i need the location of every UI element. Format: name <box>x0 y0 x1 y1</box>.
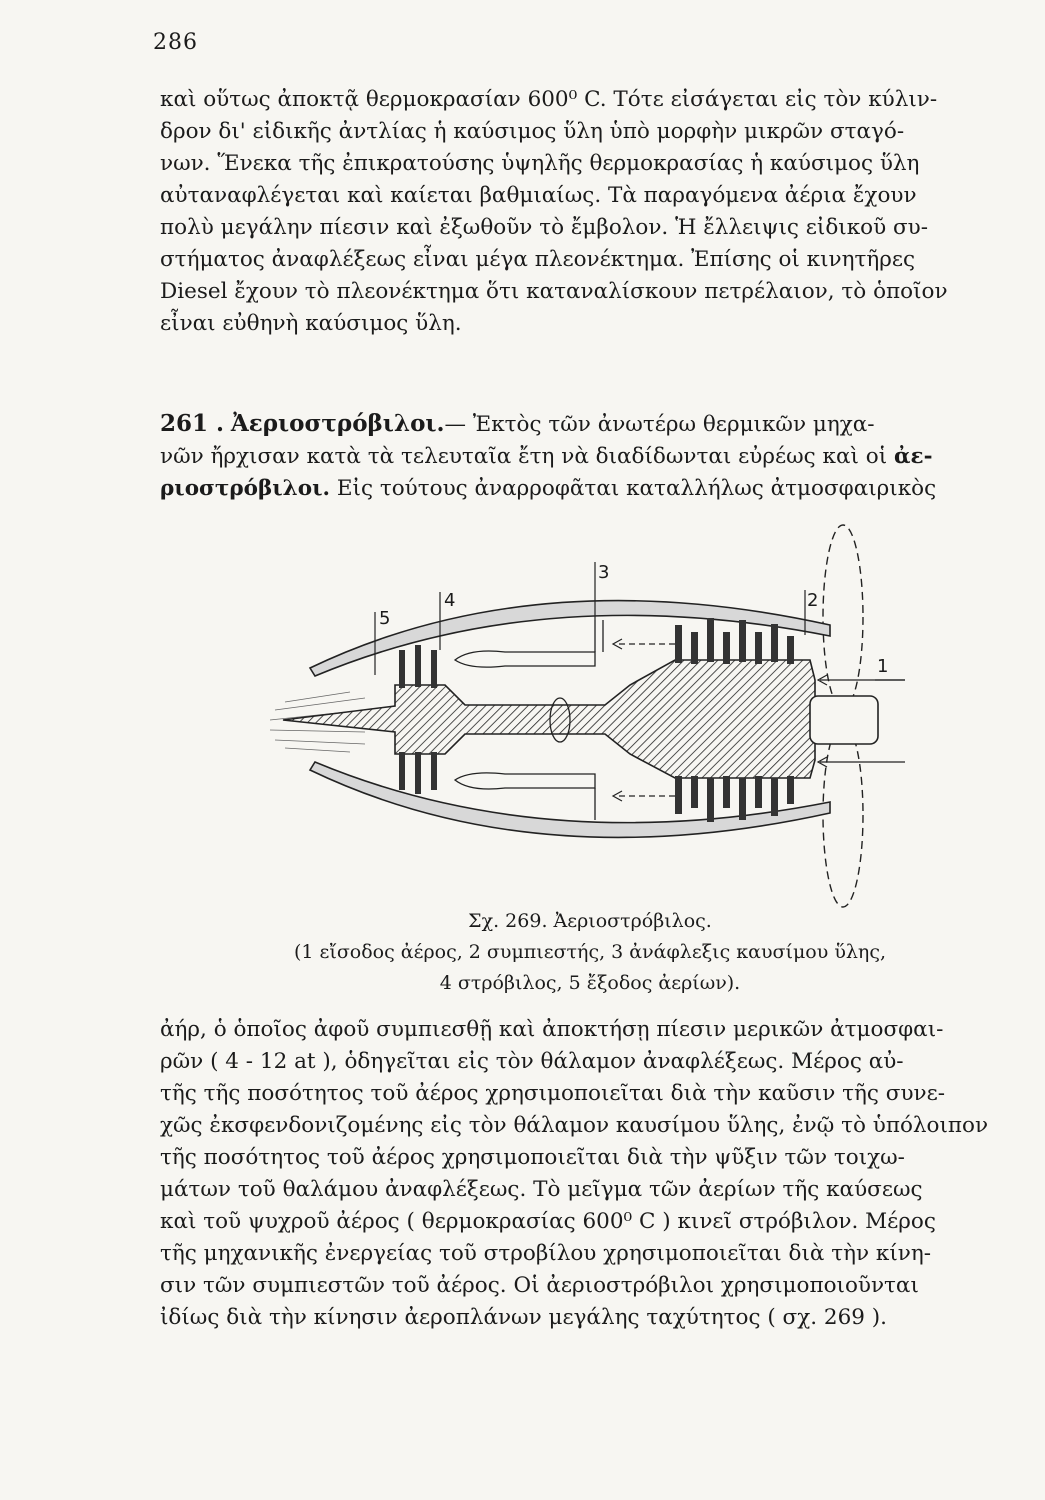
caption-legend-line: (1 εἴσοδος ἀέρος, 2 συμπιεστής, 3 ἀνάφλεξις καυσίμου ὕλης, <box>294 941 886 963</box>
text-line: ἰδίως διὰ τὴν κίνησιν ἀεροπλάνων μεγάλης ταχύτητος ( σχ. 269 ). <box>160 1305 888 1330</box>
caption-legend-line: 4 στρόβιλος, 5 ἔξοδος ἀερίων). <box>439 972 741 994</box>
callout-2: 2 <box>807 590 819 611</box>
text-line: ἀήρ, ὁ ὁποῖος ἀφοῦ συμπιεσθῇ καὶ ἀποκτήσῃ πίεσιν μερικῶν ἀτμοσφαι- <box>160 1017 944 1042</box>
gas-turbine-figure <box>255 520 905 910</box>
callout-3: 3 <box>598 562 610 583</box>
text-line: σιν τῶν συμπιεστῶν τοῦ ἀέρος. Οἱ ἀεριοστρόβιλοι χρησιμοποιοῦνται <box>160 1273 919 1298</box>
text-line: τῆς μηχανικῆς ἐνεργείας τοῦ στροβίλου χρησιμοποιεῖται διὰ τὴν κίνη- <box>160 1241 931 1266</box>
paragraph-gas-turbine <box>160 1014 1020 1334</box>
nose-cone <box>810 696 878 744</box>
text-line: χῶς ἐκσφενδονιζομένης εἰς τὸν θάλαμον καυσίμου ὕλης, ἐνῷ τὸ ὑπόλοιπον <box>160 1113 989 1138</box>
paragraph-diesel <box>160 84 1020 340</box>
rotor-shaft <box>283 660 815 778</box>
text-line: μάτων τοῦ θαλάμου ἀναφλέξεως. Τὸ μεῖγμα τῶν ἀερίων τῆς καύσεως <box>160 1177 923 1202</box>
text-line: πολὺ μεγάλην πίεσιν καὶ ἐξωθοῦν τὸ ἔμβολον. Ἡ ἔλλειψις εἰδικοῦ συ- <box>160 215 928 240</box>
text-line: Diesel ἔχουν τὸ πλεονέκτημα ὅτι καταναλίσκουν πετρέλαιον, τὸ ὁποῖον <box>160 279 948 304</box>
text-line: τῆς τῆς ποσότητος τοῦ ἀέρος χρησιμοποιεῖται διὰ τὴν καῦσιν τῆς συνε- <box>160 1081 945 1106</box>
page-number: 286 <box>153 30 198 55</box>
text-line <box>160 473 1020 505</box>
caption-title: Σχ. 269. Ἀεριοστρόβιλος. <box>468 910 712 932</box>
text-line: εἶναι εὐθηνὴ καύσιμος ὕλη. <box>160 311 462 336</box>
text-line: νων. Ἕνεκα τῆς ἐπικρατούσης ὑψηλῆς θερμοκρασίας ἡ καύσιμος ὕλη <box>160 151 920 176</box>
bold-term: ριοστρόβιλοι. <box>160 476 330 501</box>
text-line: καὶ τοῦ ψυχροῦ ἀέρος ( θερμοκρασίας 600⁰ C ) κινεῖ στρόβιλον. Μέρος <box>160 1209 936 1234</box>
section-261 <box>160 408 1020 505</box>
text-line: αὐταναφλέγεται καὶ καίεται βαθμιαίως. Τὰ παραγόμενα ἀέρια ἔχουν <box>160 183 917 208</box>
text-fragment: Εἰς τούτους ἀναρροφᾶται καταλλήλως ἀτμοσφαιρικὸς <box>336 476 937 501</box>
callout-1: 1 <box>877 656 889 677</box>
text-line: τῆς ποσότητος τοῦ ἀέρος χρησιμοποιεῖται διὰ τὴν ψῦξιν τῶν τοιχω- <box>160 1145 905 1170</box>
section-number: 261 . <box>160 410 225 437</box>
text-line: δρον δι' εἰδικῆς ἀντλίας ἡ καύσιμος ὕλη ὑπὸ μορφὴν μικρῶν σταγό- <box>160 119 905 144</box>
text-fragment: νῶν ἤρχισαν κατὰ τὰ τελευταῖα ἔτη νὰ διαδίδωνται εὐρέως καὶ οἱ <box>160 444 888 469</box>
text-line: ρῶν ( 4 - 12 at ), ὁδηγεῖται εἰς τὸν θάλαμον ἀναφλέξεως. Μέρος αὐ- <box>160 1049 904 1074</box>
gas-turbine-diagram <box>255 520 905 910</box>
text-line: καὶ οὕτως ἀποκτᾷ θερμοκρασίαν 600⁰ C. Τότε εἰσάγεται εἰς τὸν κύλιν- <box>160 87 938 112</box>
figure-caption <box>230 906 950 999</box>
callout-5: 5 <box>379 608 391 629</box>
section-heading-line <box>160 408 1020 441</box>
section-title: Ἀεριοστρόβιλοι. <box>230 410 445 437</box>
bold-term: ἀε- <box>894 444 933 469</box>
text-line <box>160 441 1020 473</box>
text-line: στήματος ἀναφλέξεως εἶναι μέγα πλεονέκτημα. Ἐπίσης οἱ κινητῆρες <box>160 247 916 272</box>
text-fragment: — Ἐκτὸς τῶν ἀνωτέρω θερμικῶν μηχα- <box>444 412 875 437</box>
callout-4: 4 <box>444 590 456 611</box>
